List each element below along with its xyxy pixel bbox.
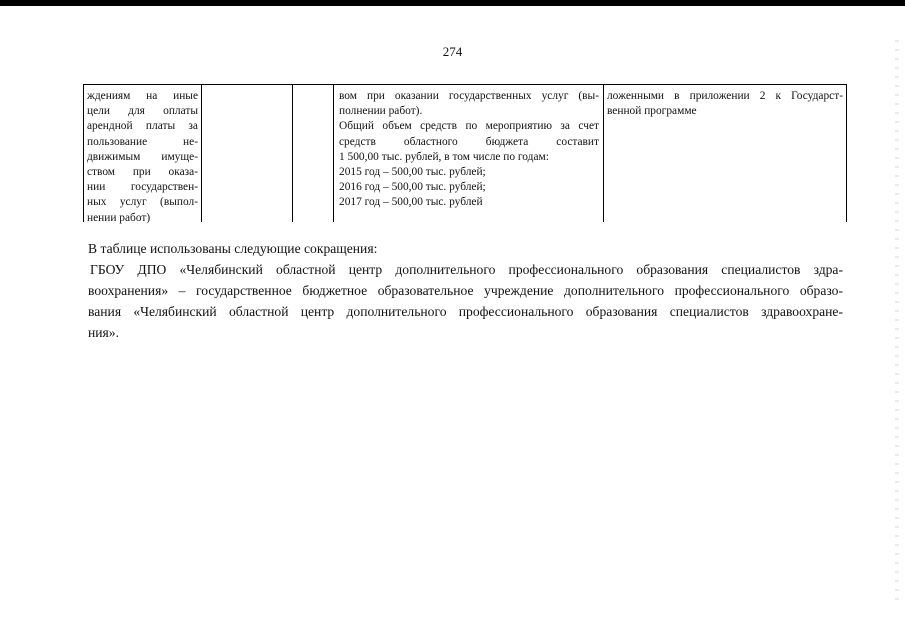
scan-top-border <box>0 0 905 6</box>
table-column-border <box>333 84 334 222</box>
abbreviation-text-line: вания «Челябинский областной центр дополнительного профессионального образования специалистов здравоохране- <box>88 304 843 319</box>
cell-line: 2017 год – 500,00 тыс. рублей <box>339 196 483 209</box>
cell-line: нии государствен- <box>87 181 198 194</box>
scan-edge-noise <box>895 40 899 600</box>
cell-line: 2016 год – 500,00 тыс. рублей; <box>339 181 486 194</box>
cell-line: ждениям на иные <box>87 90 198 102</box>
cell-line: ных услуг (выпол- <box>87 196 198 209</box>
cell-line: венной программе <box>607 105 697 118</box>
abbreviation-text-line: ния». <box>88 325 119 340</box>
abbreviations-section <box>88 238 843 343</box>
table-fragment <box>83 84 847 222</box>
cell-line: движимым имуще- <box>87 150 198 163</box>
table-column-border <box>846 84 847 222</box>
cell-line: цели для оплаты <box>87 105 198 118</box>
abbreviations-heading: В таблице использованы следующие сокращения: <box>88 241 378 256</box>
cell-line: пользование не- <box>87 135 198 148</box>
cell-line: ством при оказа- <box>87 166 198 179</box>
cell-line: 1 500,00 тыс. рублей, в том числе по годам: <box>339 150 549 163</box>
table-column-border <box>292 84 293 222</box>
table-column-border <box>201 84 202 222</box>
cell-line: 2015 год – 500,00 тыс. рублей; <box>339 166 486 179</box>
table-top-border <box>83 84 847 85</box>
abbreviation-text-line: воохранения» – государственное бюджетное образовательное учреждение дополнительного профессионального образо- <box>88 283 843 298</box>
cell-line: арендной платы за <box>87 120 198 133</box>
cell-line: нении работ) <box>87 211 151 224</box>
cell-line: вом при оказании государственных услуг (вы- <box>339 90 599 102</box>
table-cell-notes <box>607 89 843 119</box>
cell-line: полнении работ). <box>339 105 423 118</box>
table-column-border <box>83 84 84 222</box>
cell-line: ложенными в приложении 2 к Государст- <box>607 90 843 102</box>
table-column-border <box>603 84 604 222</box>
cell-line: средств областного бюджета составит <box>339 135 599 148</box>
table-cell-measure-name <box>87 89 198 226</box>
cell-line: Общий объем средств по мероприятию за счет <box>339 120 599 133</box>
abbreviation-text-line: ГБОУ ДПО «Челябинский областной центр дополнительного профессионального образования специалистов здра- <box>90 262 843 277</box>
table-cell-description <box>339 89 599 211</box>
page-number: 274 <box>442 44 463 59</box>
